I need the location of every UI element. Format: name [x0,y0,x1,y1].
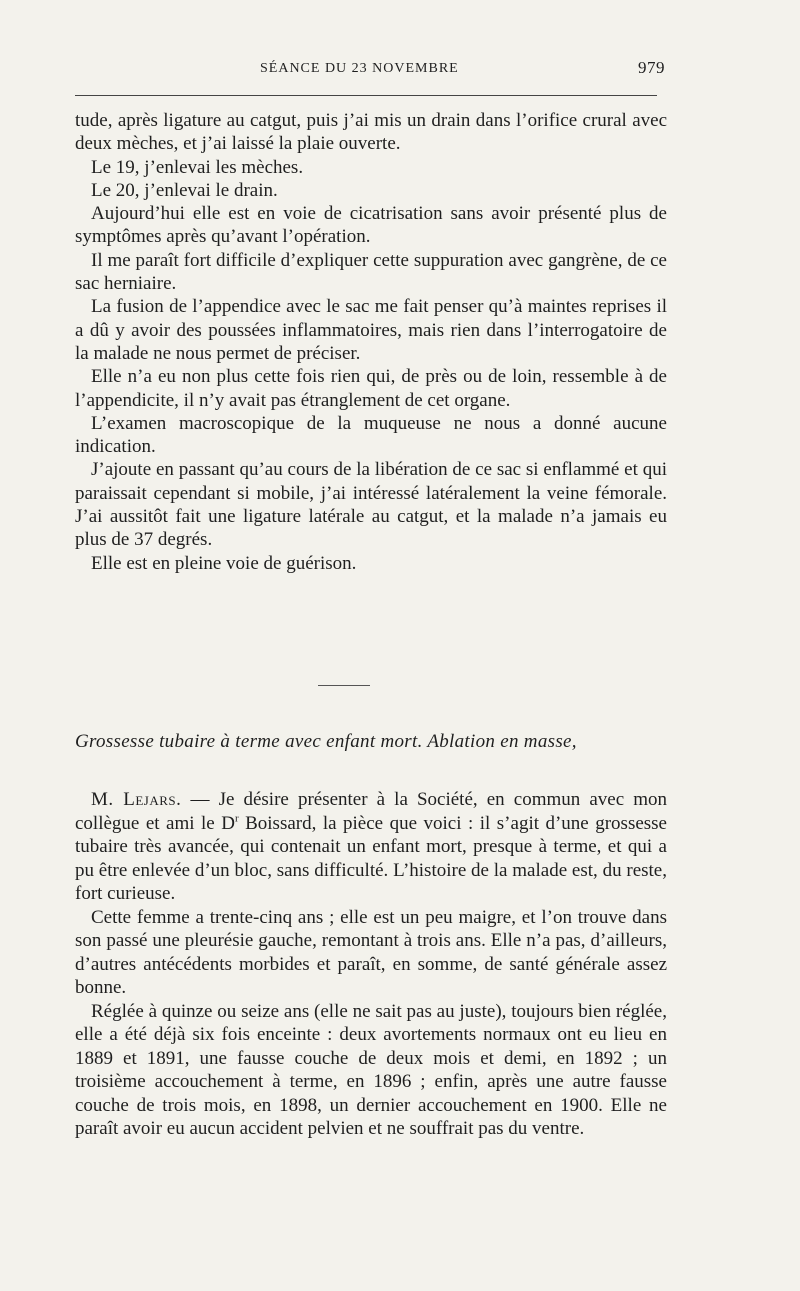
intro-text-a: — Je désire présenter à la Société, en commun avec mon collègue et ami le D [75,789,668,834]
section-continued-text [75,109,667,575]
intro-text-b: Boissard, la pièce que voici : il s’agit d’une grossesse tubaire très avancée, qui contenait un enfant mort, presque à terme, et qui a pu être enlevée d’un bloc, sans difficulté. L’histoire de la malade est, du reste, fort curieuse. [75,812,667,904]
paragraph: tude, après ligature au catgut, puis j’ai mis un drain dans l’orifice crural avec deux mèches, et j’ai laissé la plaie ouverte. [75,110,667,155]
page-number: 979 [638,58,665,77]
paragraph: J’ajoute en passant qu’au cours de la libération de ce sac si enflammé et qui paraissait cependant si mobile, j’ai intéressé latéralement la veine fémorale. J’ai aussitôt fait une ligature latérale au catgut, et la malade n’a jamais eu plus de 37 degrés. [75,459,667,551]
running-header [75,56,665,80]
paragraph: Le 20, j’enlevai le drain. [91,179,278,201]
section-separator [318,685,370,686]
paragraph: Réglée à quinze ou seize ans (elle ne sait pas au juste), toujours bien réglée, elle a été déjà six fois enceinte : deux avortements normaux ont eu lieu en 1889 et 1891, une fausse couche de deux mois et demi, en 1892 ; un troisième accouchement à terme, en 1896 ; enfin, après une autre fausse couche de trois mois, en 1898, un dernier accouchement en 1900. Elle ne paraît avoir eu aucun accident pelvien et ne souffrait pas du ventre. [75,1000,667,1139]
paragraph: L’examen macroscopique de la muqueuse ne nous a donné aucune indication. [75,412,667,458]
paragraph: Le 19, j’enlevai les mèches. [91,156,304,178]
paragraph: Elle est en pleine voie de guérison. [91,552,357,574]
header-title: SÉANCE DU 23 NOVEMBRE [260,61,459,76]
paragraph: Il me paraît fort difficile d’expliquer cette suppuration avec gangrène, de ce sac herniaire. [75,249,667,295]
author-name: M. Lejars. [91,789,182,810]
paragraph: La fusion de l’appendice avec le sac me fait penser qu’à maintes reprises il a dû y avoir des poussées inflammatoires, mais rien dans l’interrogatoire de la malade ne nous permet de préciser. [75,296,667,364]
intro-paragraph [75,788,667,906]
header-rule [75,95,657,96]
paragraph: Elle n’a eu non plus cette fois rien qui, de près ou de loin, ressemble à de l’appendicite, il n’y avait pas étranglement de cet organe. [75,366,667,411]
paragraph: Aujourd’hui elle est en voie de cicatrisation sans avoir présenté plus de symptômes après qu’avant l’opération. [75,203,667,248]
article-title: Grossesse tubaire à terme avec enfant mort. Ablation en masse, [75,731,577,752]
doctor-abbrev-sup: r [234,812,239,825]
article-body [75,788,667,1141]
paragraph: Cette femme a trente-cinq ans ; elle est un peu maigre, et l’on trouve dans son passé une pleurésie gauche, remontant à trois ans. Elle n’a pas, d’ailleurs, d’autres antécédents morbides et paraît, en somme, de santé générale assez bonne. [75,906,667,998]
